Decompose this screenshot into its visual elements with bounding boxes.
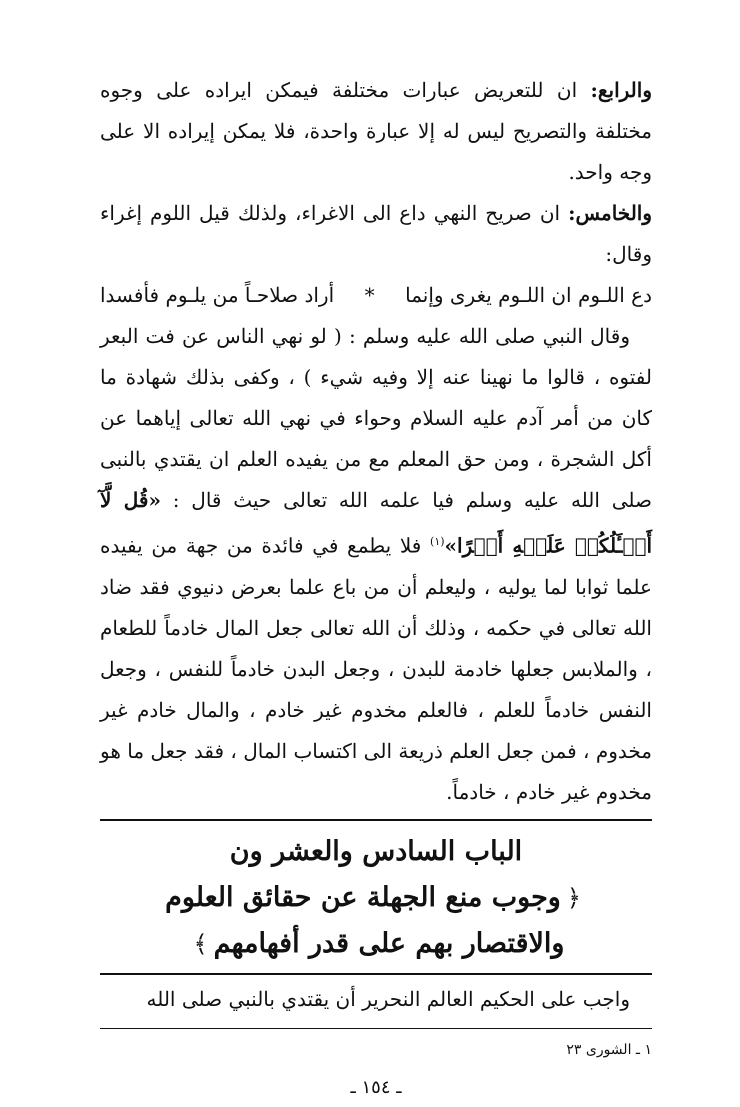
- footnote-reference: (١): [430, 535, 445, 548]
- ornament-close-icon: ﴾: [193, 929, 208, 958]
- quran-quote: «قُل لَّآ أَسۡـَٔلُكُمۡ عَلَيۡهِ أَجۡرًا»: [100, 488, 653, 558]
- verse-second-hemistich: أراد صلاحـاً من يلـوم فأفسدا: [100, 283, 335, 307]
- divider-bottom: [100, 973, 652, 975]
- paragraph-lead-fourth: والرابع:: [590, 78, 652, 102]
- paragraph-text-fifth: ان صريح النهي داع الى الاغراء، ولذلك قيل اللوم إغراء وقال:: [100, 201, 652, 266]
- chapter-subtitle-line-1: [100, 875, 652, 921]
- ornament-open-icon: ﴿: [566, 883, 581, 912]
- page-number: ـ ١٥٤ ـ: [350, 1076, 402, 1098]
- paragraph-text-chapter-start: واجب على الحكيم العالم النحرير أن يقتدي بالنبي صلى الله: [146, 986, 630, 1011]
- paragraph-text-hadith-before: وقال النبي صلى الله عليه وسلم : ( لو نهي الناس عن فت البعر لفتوه ، قالوا ما نهينا عنه إلا وفيه شيء ) ، وكفى بذلك شهادة ما كان من أمر آدم عليه السلام وحواء في نهي الله تعالى إياهما عن أكل الشجرة ، ومن حق المعلم مع من يفيده العلم ان يقتدي بالنبى صلى الله عليه وسلم فيا علمه الله تعالى حيث قال :: [100, 324, 653, 512]
- paragraph-fifth: [100, 193, 652, 275]
- paragraph-text-fourth: ان للتعريض عبارات مختلفة فيمكن ايراده على وجوه مختلفة والتصريح ليس له إلا عبارة واحدة، فلا يمكن إيراده الا على وجه واحد.: [100, 78, 652, 184]
- paragraph-chapter-start: [100, 979, 652, 1020]
- chapter-subtitle-1: وجوب منع الجهلة عن حقائق العلوم: [165, 881, 561, 913]
- document-page: [100, 70, 652, 1098]
- footnote: ١ ـ الشورى ٢٣: [566, 1041, 652, 1058]
- paragraph-lead-fifth: والخامس:: [568, 201, 653, 225]
- chapter-title: الباب السادس والعشر ون: [229, 835, 523, 867]
- paragraph-text-hadith-after: فلا يطمع في فائدة من جهة من يفيده علما ثوابا لما يوليه ، وليعلم أن من باع علما بعرض دنيوي فقد ضاد الله تعالى في حكمه ، وذلك أن الله تعالى جعل المال خادماً للطعام ، والملابس جعلها خادمة للبدن ، وجعل البدن خادماً للنفس ، وجعل النفس خادماً للعلم ، فالعلم مخدوم غير خادم ، والمال خادم غير مخدوم ، فمن جعل العلم ذريعة الى اكتساب المال ، فقد جعل ما هو مخدوم غير خادم ، خادماً.: [99, 533, 652, 804]
- chapter-subtitle-line-2: [100, 921, 652, 967]
- footnote-separator: [100, 1028, 652, 1029]
- verse-separator: *: [364, 283, 375, 307]
- chapter-heading: [100, 821, 652, 973]
- verse-first-hemistich: دع اللـوم ان اللـوم يغرى وإنما: [405, 283, 652, 307]
- poetry-verse: [100, 275, 652, 316]
- paragraph-hadith: [100, 316, 652, 813]
- paragraph-fourth: [100, 70, 652, 193]
- chapter-subtitle-2: والاقتصار بهم على قدر أفهامهم: [213, 927, 565, 959]
